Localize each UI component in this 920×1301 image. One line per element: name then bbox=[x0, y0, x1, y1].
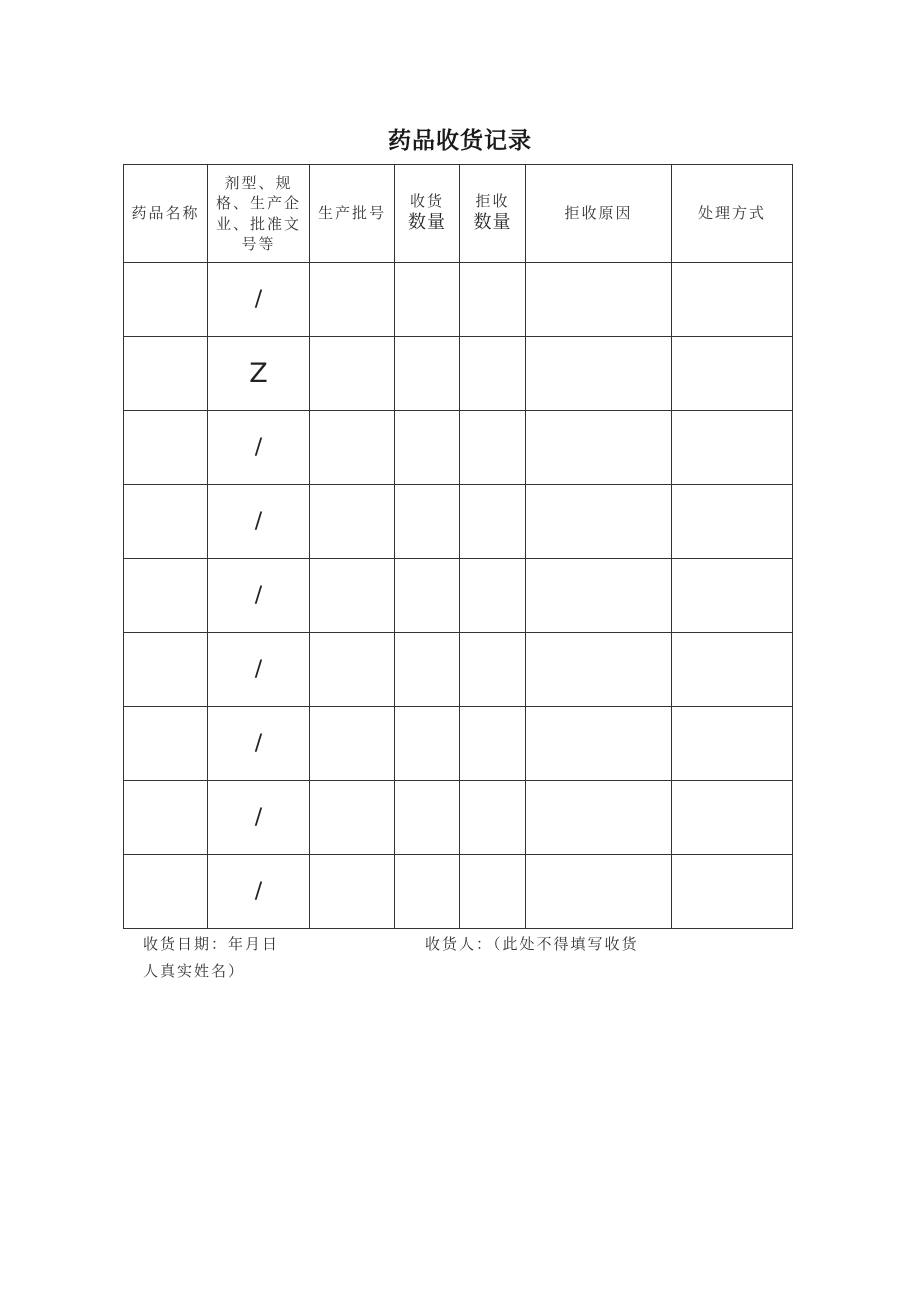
header-batch-no: 生产批号 bbox=[310, 165, 395, 263]
table-row bbox=[124, 855, 793, 929]
header-reject-qty bbox=[460, 165, 526, 263]
cell-spec-mark: / bbox=[254, 657, 263, 682]
header-handling: 处理方式 bbox=[672, 165, 793, 263]
header-receive-qty-line1: 收货 bbox=[409, 192, 444, 211]
cell-drug-name bbox=[124, 707, 208, 781]
cell-batch-no bbox=[310, 337, 395, 411]
cell-spec bbox=[208, 855, 310, 929]
cell-reject-reason bbox=[526, 485, 672, 559]
receiving-date-label: 收货日期：年月日 bbox=[143, 935, 280, 953]
receiving-record-table bbox=[123, 164, 793, 929]
cell-reject-qty bbox=[460, 707, 526, 781]
table-row bbox=[124, 633, 793, 707]
cell-spec-mark: / bbox=[254, 287, 263, 312]
cell-spec bbox=[208, 337, 310, 411]
cell-reject-reason bbox=[526, 633, 672, 707]
page-title: 药品收货记录 bbox=[388, 128, 532, 154]
cell-handling bbox=[672, 411, 793, 485]
cell-spec-mark: / bbox=[254, 879, 263, 904]
cell-reject-reason bbox=[526, 707, 672, 781]
header-reject-qty-line1: 拒收 bbox=[475, 192, 510, 211]
cell-drug-name bbox=[124, 633, 208, 707]
cell-spec-mark: Z bbox=[249, 358, 268, 389]
cell-handling bbox=[672, 633, 793, 707]
cell-receive-qty bbox=[395, 485, 460, 559]
cell-drug-name bbox=[124, 411, 208, 485]
cell-reject-reason bbox=[526, 855, 672, 929]
cell-batch-no bbox=[310, 559, 395, 633]
cell-spec bbox=[208, 411, 310, 485]
cell-drug-name bbox=[124, 263, 208, 337]
header-receive-qty-line2: 数量 bbox=[408, 212, 446, 234]
table-row bbox=[124, 263, 793, 337]
cell-spec-mark: / bbox=[254, 805, 263, 830]
cell-spec bbox=[208, 633, 310, 707]
cell-reject-reason bbox=[526, 559, 672, 633]
cell-batch-no bbox=[310, 263, 395, 337]
table-row bbox=[124, 337, 793, 411]
cell-handling bbox=[672, 559, 793, 633]
table-header-row bbox=[124, 165, 793, 263]
cell-reject-reason bbox=[526, 411, 672, 485]
cell-handling bbox=[672, 263, 793, 337]
cell-reject-reason bbox=[526, 781, 672, 855]
cell-drug-name bbox=[124, 485, 208, 559]
cell-reject-qty bbox=[460, 337, 526, 411]
table-row bbox=[124, 781, 793, 855]
table-row bbox=[124, 485, 793, 559]
cell-receive-qty bbox=[395, 781, 460, 855]
cell-drug-name bbox=[124, 559, 208, 633]
cell-drug-name bbox=[124, 855, 208, 929]
receiver-label: 收货人：（此处不得填写收货 bbox=[425, 935, 639, 953]
header-reject-reason: 拒收原因 bbox=[526, 165, 672, 263]
cell-reject-qty bbox=[460, 633, 526, 707]
cell-reject-qty bbox=[460, 855, 526, 929]
cell-receive-qty bbox=[395, 411, 460, 485]
cell-reject-qty bbox=[460, 781, 526, 855]
cell-reject-qty bbox=[460, 263, 526, 337]
cell-spec-mark: / bbox=[254, 731, 263, 756]
cell-spec-mark: / bbox=[254, 583, 263, 608]
cell-receive-qty bbox=[395, 559, 460, 633]
cell-receive-qty bbox=[395, 337, 460, 411]
header-reject-qty-line2: 数量 bbox=[473, 212, 512, 234]
cell-spec bbox=[208, 263, 310, 337]
cell-handling bbox=[672, 781, 793, 855]
cell-receive-qty bbox=[395, 633, 460, 707]
header-drug-name: 药品名称 bbox=[124, 165, 208, 263]
table-row bbox=[124, 707, 793, 781]
cell-batch-no bbox=[310, 781, 395, 855]
cell-batch-no bbox=[310, 707, 395, 781]
cell-batch-no bbox=[310, 633, 395, 707]
cell-receive-qty bbox=[395, 855, 460, 929]
cell-handling bbox=[672, 707, 793, 781]
cell-spec-mark: / bbox=[254, 435, 263, 460]
cell-batch-no bbox=[310, 411, 395, 485]
table-row bbox=[124, 411, 793, 485]
header-receive-qty bbox=[395, 165, 460, 263]
cell-batch-no bbox=[310, 485, 395, 559]
cell-handling bbox=[672, 337, 793, 411]
cell-reject-qty bbox=[460, 485, 526, 559]
cell-spec bbox=[208, 485, 310, 559]
cell-batch-no bbox=[310, 855, 395, 929]
cell-spec bbox=[208, 559, 310, 633]
cell-spec bbox=[208, 781, 310, 855]
table-row bbox=[124, 559, 793, 633]
header-spec: 剂型、规格、生产企业、批准文号等 bbox=[208, 165, 310, 263]
receiver-label-continued: 人真实姓名） bbox=[143, 962, 246, 980]
cell-reject-reason bbox=[526, 263, 672, 337]
cell-spec bbox=[208, 707, 310, 781]
cell-handling bbox=[672, 485, 793, 559]
cell-receive-qty bbox=[395, 707, 460, 781]
cell-reject-qty bbox=[460, 559, 526, 633]
cell-handling bbox=[672, 855, 793, 929]
cell-receive-qty bbox=[395, 263, 460, 337]
cell-drug-name bbox=[124, 781, 208, 855]
cell-drug-name bbox=[124, 337, 208, 411]
cell-reject-reason bbox=[526, 337, 672, 411]
cell-reject-qty bbox=[460, 411, 526, 485]
cell-spec-mark: / bbox=[254, 509, 263, 534]
